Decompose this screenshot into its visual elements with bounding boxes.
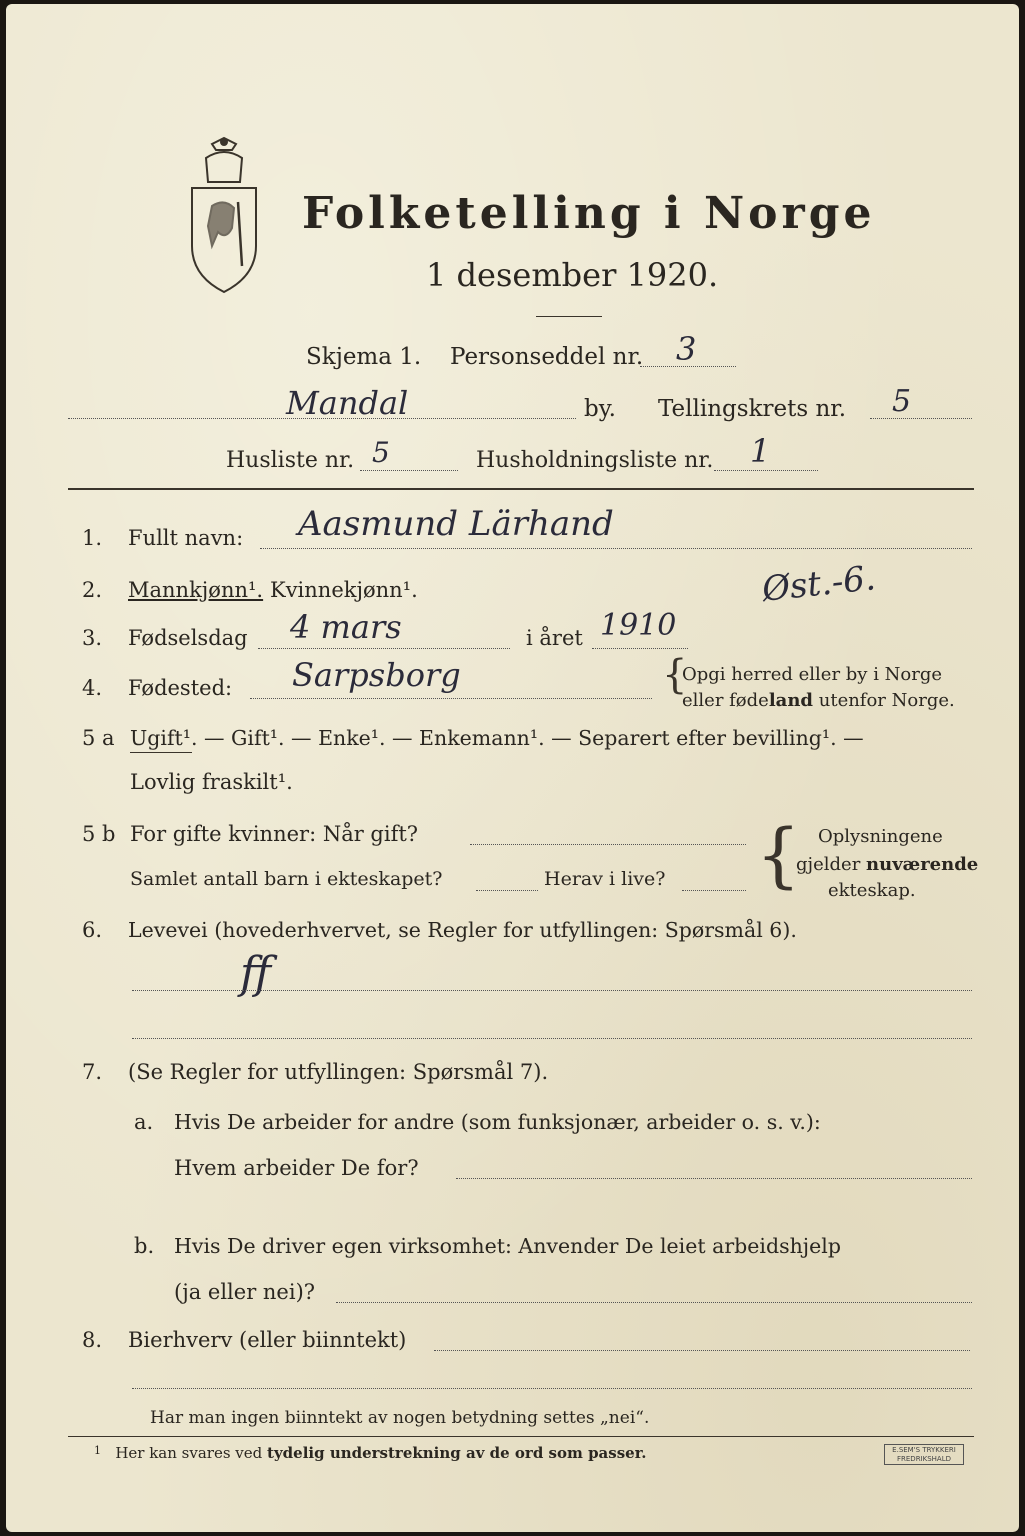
q5b-note2: gjelder nuværende [796, 854, 979, 875]
q3-year-label: i året [526, 626, 583, 650]
q4-number: 4. [82, 676, 103, 700]
q4-label: Fødested: [128, 676, 233, 700]
header-rule [68, 488, 974, 490]
q5b-line2-a: Samlet antall barn i ekteskapet? [130, 868, 443, 890]
q6-line1 [132, 990, 972, 991]
q3-year-line [592, 648, 688, 649]
q2-annotation: Øst.-6. [760, 558, 878, 610]
q1-line [260, 548, 972, 549]
q5b-note3: ekteskap. [828, 880, 916, 901]
q7-label: (Se Regler for utfyllingen: Spørsmål 7). [128, 1060, 549, 1084]
footnote: $^1$ Her kan svares ved tydelig understrekning av de ord som passer. [94, 1444, 647, 1462]
husliste-line [360, 470, 458, 471]
q1-value[interactable]: Aasmund Lärhand [298, 504, 614, 544]
footnote-number: 1 [94, 1444, 101, 1457]
q5a-options[interactable]: Ugift¹. — Gift¹. — Enke¹. — Enkemann¹. — Separert efter bevilling¹. — [130, 726, 864, 750]
q7a-line2: Hvem arbeider De for? [174, 1156, 419, 1180]
q4-note-line2: eller fødeland utenfor Norge. [682, 690, 955, 711]
by-label: by. [584, 396, 616, 422]
q2-male[interactable]: Mannkjønn¹. [128, 578, 264, 602]
husliste-value[interactable]: 5 [372, 436, 390, 469]
husholdning-value[interactable]: 1 [750, 432, 771, 470]
q5a-number: 5 a [82, 726, 115, 750]
q4-note-line1: Opgi herred eller by i Norge [682, 664, 943, 685]
q3-label: Fødselsdag [128, 626, 248, 650]
q2-number: 2. [82, 578, 103, 602]
q8-field2 [132, 1388, 972, 1389]
q4-brace: { [662, 652, 688, 698]
q5a-options-line2[interactable]: Lovlig fraskilt¹. [130, 770, 293, 794]
husliste-label: Husliste nr. [226, 448, 355, 473]
q7a-letter: a. [134, 1110, 154, 1134]
q3-line [258, 648, 510, 649]
husholdning-line [714, 470, 818, 471]
personseddel-value[interactable]: 3 [676, 330, 697, 368]
q3-year-value[interactable]: 1910 [600, 608, 677, 643]
tellingskrets-value[interactable]: 5 [892, 384, 912, 419]
q6-line2 [132, 1038, 972, 1039]
q6-value[interactable]: ff [240, 948, 272, 999]
tellingskrets-line [870, 418, 972, 419]
q5b-note1: Oplysningene [818, 826, 943, 847]
footer-rule [68, 1436, 974, 1437]
q8-number: 8. [82, 1328, 103, 1352]
q5b-number: 5 b [82, 822, 116, 846]
q7-number: 7. [82, 1060, 103, 1084]
q2-female[interactable]: Kvinnekjønn¹. [270, 578, 418, 602]
q1-number: 1. [82, 526, 103, 550]
personseddel-label: Personseddel nr. [450, 344, 644, 370]
q5b-line2-b: Herav i live? [544, 868, 666, 890]
q4-line [250, 698, 652, 699]
q5b-line1-field [470, 844, 746, 845]
q8-field [434, 1350, 970, 1351]
q8-label: Bierhverv (eller biinntekt) [128, 1328, 407, 1352]
q5b-brace: { [756, 814, 801, 896]
tellingskrets-label: Tellingskrets nr. [658, 396, 847, 422]
q7a-field [456, 1178, 972, 1179]
q5b-line2-field-a [476, 890, 538, 891]
coat-of-arms-icon [182, 136, 266, 296]
q1-label: Fullt navn: [128, 526, 244, 550]
schema-label: Skjema 1. [306, 344, 422, 370]
form-date: 1 desember 1920. [426, 256, 719, 294]
q7a-line1: Hvis De arbeider for andre (som funksjonær, arbeider o. s. v.): [174, 1110, 821, 1134]
footer-note: Har man ingen biinntekt av nogen betydning settes „nei“. [150, 1408, 650, 1428]
q7b-letter: b. [134, 1234, 155, 1258]
title-divider [536, 316, 602, 317]
q7b-line1: Hvis De driver egen virksomhet: Anvender De leiet arbeidshjelp [174, 1234, 841, 1258]
form-title: Folketelling i Norge [302, 188, 876, 239]
q3-value[interactable]: 4 mars [290, 608, 402, 646]
ugift-underline [130, 752, 192, 753]
q6-label: Levevei (hovederhvervet, se Regler for utfyllingen: Spørsmål 6). [128, 918, 797, 942]
q7b-line2: (ja eller nei)? [174, 1280, 316, 1304]
q4-value[interactable]: Sarpsborg [292, 656, 461, 694]
census-form [6, 4, 1019, 1532]
q5b-line1: For gifte kvinner: Når gift? [130, 822, 419, 846]
printer-stamp: E.SEM'S TRYKKERI FREDRIKSHALD [884, 1444, 964, 1465]
q6-number: 6. [82, 918, 103, 942]
q3-number: 3. [82, 626, 103, 650]
by-value[interactable]: Mandal [286, 384, 409, 422]
q7b-field [336, 1302, 972, 1303]
q5b-line2-field-b [682, 890, 746, 891]
husholdning-label: Husholdningsliste nr. [476, 448, 714, 473]
